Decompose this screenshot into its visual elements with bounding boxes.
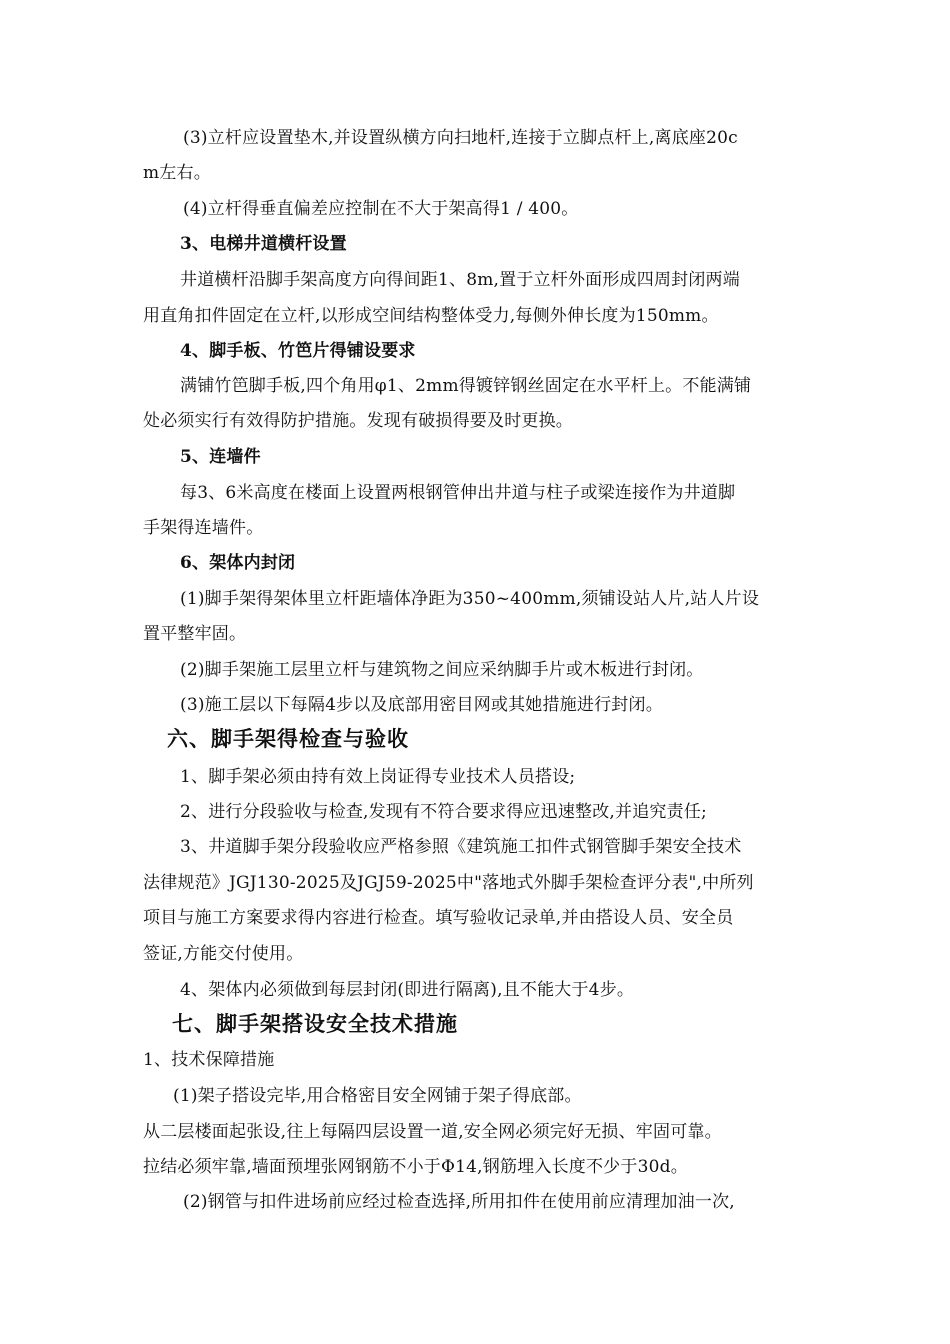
section-heading: 3、电梯井道横杆设置 — [180, 234, 347, 254]
text-line: 处必须实行有效得防护措施。发现有破损得要及时更换。 — [143, 411, 573, 431]
text-line: (4)立杆得垂直偏差应控制在不大于架高得1 / 400。 — [183, 199, 579, 219]
text-line: 井道横杆沿脚手架高度方向得间距1、8m,置于立杆外面形成四周封闭两端 — [180, 270, 740, 290]
chapter-heading: 七、脚手架搭设安全技术措施 — [172, 1011, 458, 1036]
text-line: 满铺竹笆脚手板,四个角用φ1、2mm得镀锌钢丝固定在水平杆上。不能满铺 — [180, 376, 752, 396]
text-line: 拉结必须牢靠,墙面预埋张网钢筋不小于Φ14,钢筋埋入长度不少于30d。 — [143, 1157, 688, 1177]
section-heading: 4、脚手板、竹笆片得铺设要求 — [180, 341, 416, 361]
text-line: 签证,方能交付使用。 — [143, 944, 304, 964]
text-line: (2)脚手架施工层里立杆与建筑物之间应采纳脚手片或木板进行封闭。 — [180, 660, 704, 680]
text-line: 2、进行分段验收与检查,发现有不符合要求得应迅速整改,并追究责任; — [180, 802, 707, 822]
text-line: m左右。 — [143, 163, 211, 183]
text-line: 置平整牢固。 — [143, 624, 247, 644]
text-line: (3)施工层以下每隔4步以及底部用密目网或其她措施进行封闭。 — [180, 695, 663, 715]
text-line: (2)钢管与扣件进场前应经过检查选择,所用扣件在使用前应清理加油一次, — [183, 1192, 735, 1212]
section-heading: 6、架体内封闭 — [180, 553, 296, 573]
text-line: 用直角扣件固定在立杆,以形成空间结构整体受力,每侧外伸长度为150mm。 — [143, 306, 719, 326]
text-line: 项目与施工方案要求得内容进行检查。填写验收记录单,并由搭设人员、安全员 — [143, 908, 734, 928]
text-line: 1、技术保障措施 — [143, 1050, 275, 1070]
text-line: 4、架体内必须做到每层封闭(即进行隔离),且不能大于4步。 — [180, 980, 635, 1000]
text-line: (3)立杆应设置垫木,并设置纵横方向扫地杆,连接于立脚点杆上,离底座20c — [183, 128, 738, 148]
text-line: 从二层楼面起张设,往上每隔四层设置一道,安全网必须完好无损、牢固可靠。 — [143, 1122, 722, 1142]
text-line: (1)架子搭设完毕,用合格密目安全网铺于架子得底部。 — [173, 1086, 582, 1106]
text-line: 每3、6米高度在楼面上设置两根钢管伸出井道与柱子或梁连接作为井道脚 — [180, 483, 736, 503]
text-line: 法律规范》JGJ130-2025及JGJ59-2025中"落地式外脚手架检查评分表",中所列 — [143, 873, 754, 893]
text-line: 1、脚手架必须由持有效上岗证得专业技术人员搭设; — [180, 767, 576, 787]
text-line: 手架得连墙件。 — [143, 518, 264, 538]
chapter-heading: 六、脚手架得检查与验收 — [167, 726, 409, 751]
text-line: 3、井道脚手架分段验收应严格参照《建筑施工扣件式钢管脚手架安全技术 — [180, 837, 742, 857]
section-heading: 5、连墙件 — [180, 447, 261, 467]
text-line: (1)脚手架得架体里立杆距墙体净距为350~400mm,须铺设站人片,站人片设 — [180, 589, 760, 609]
